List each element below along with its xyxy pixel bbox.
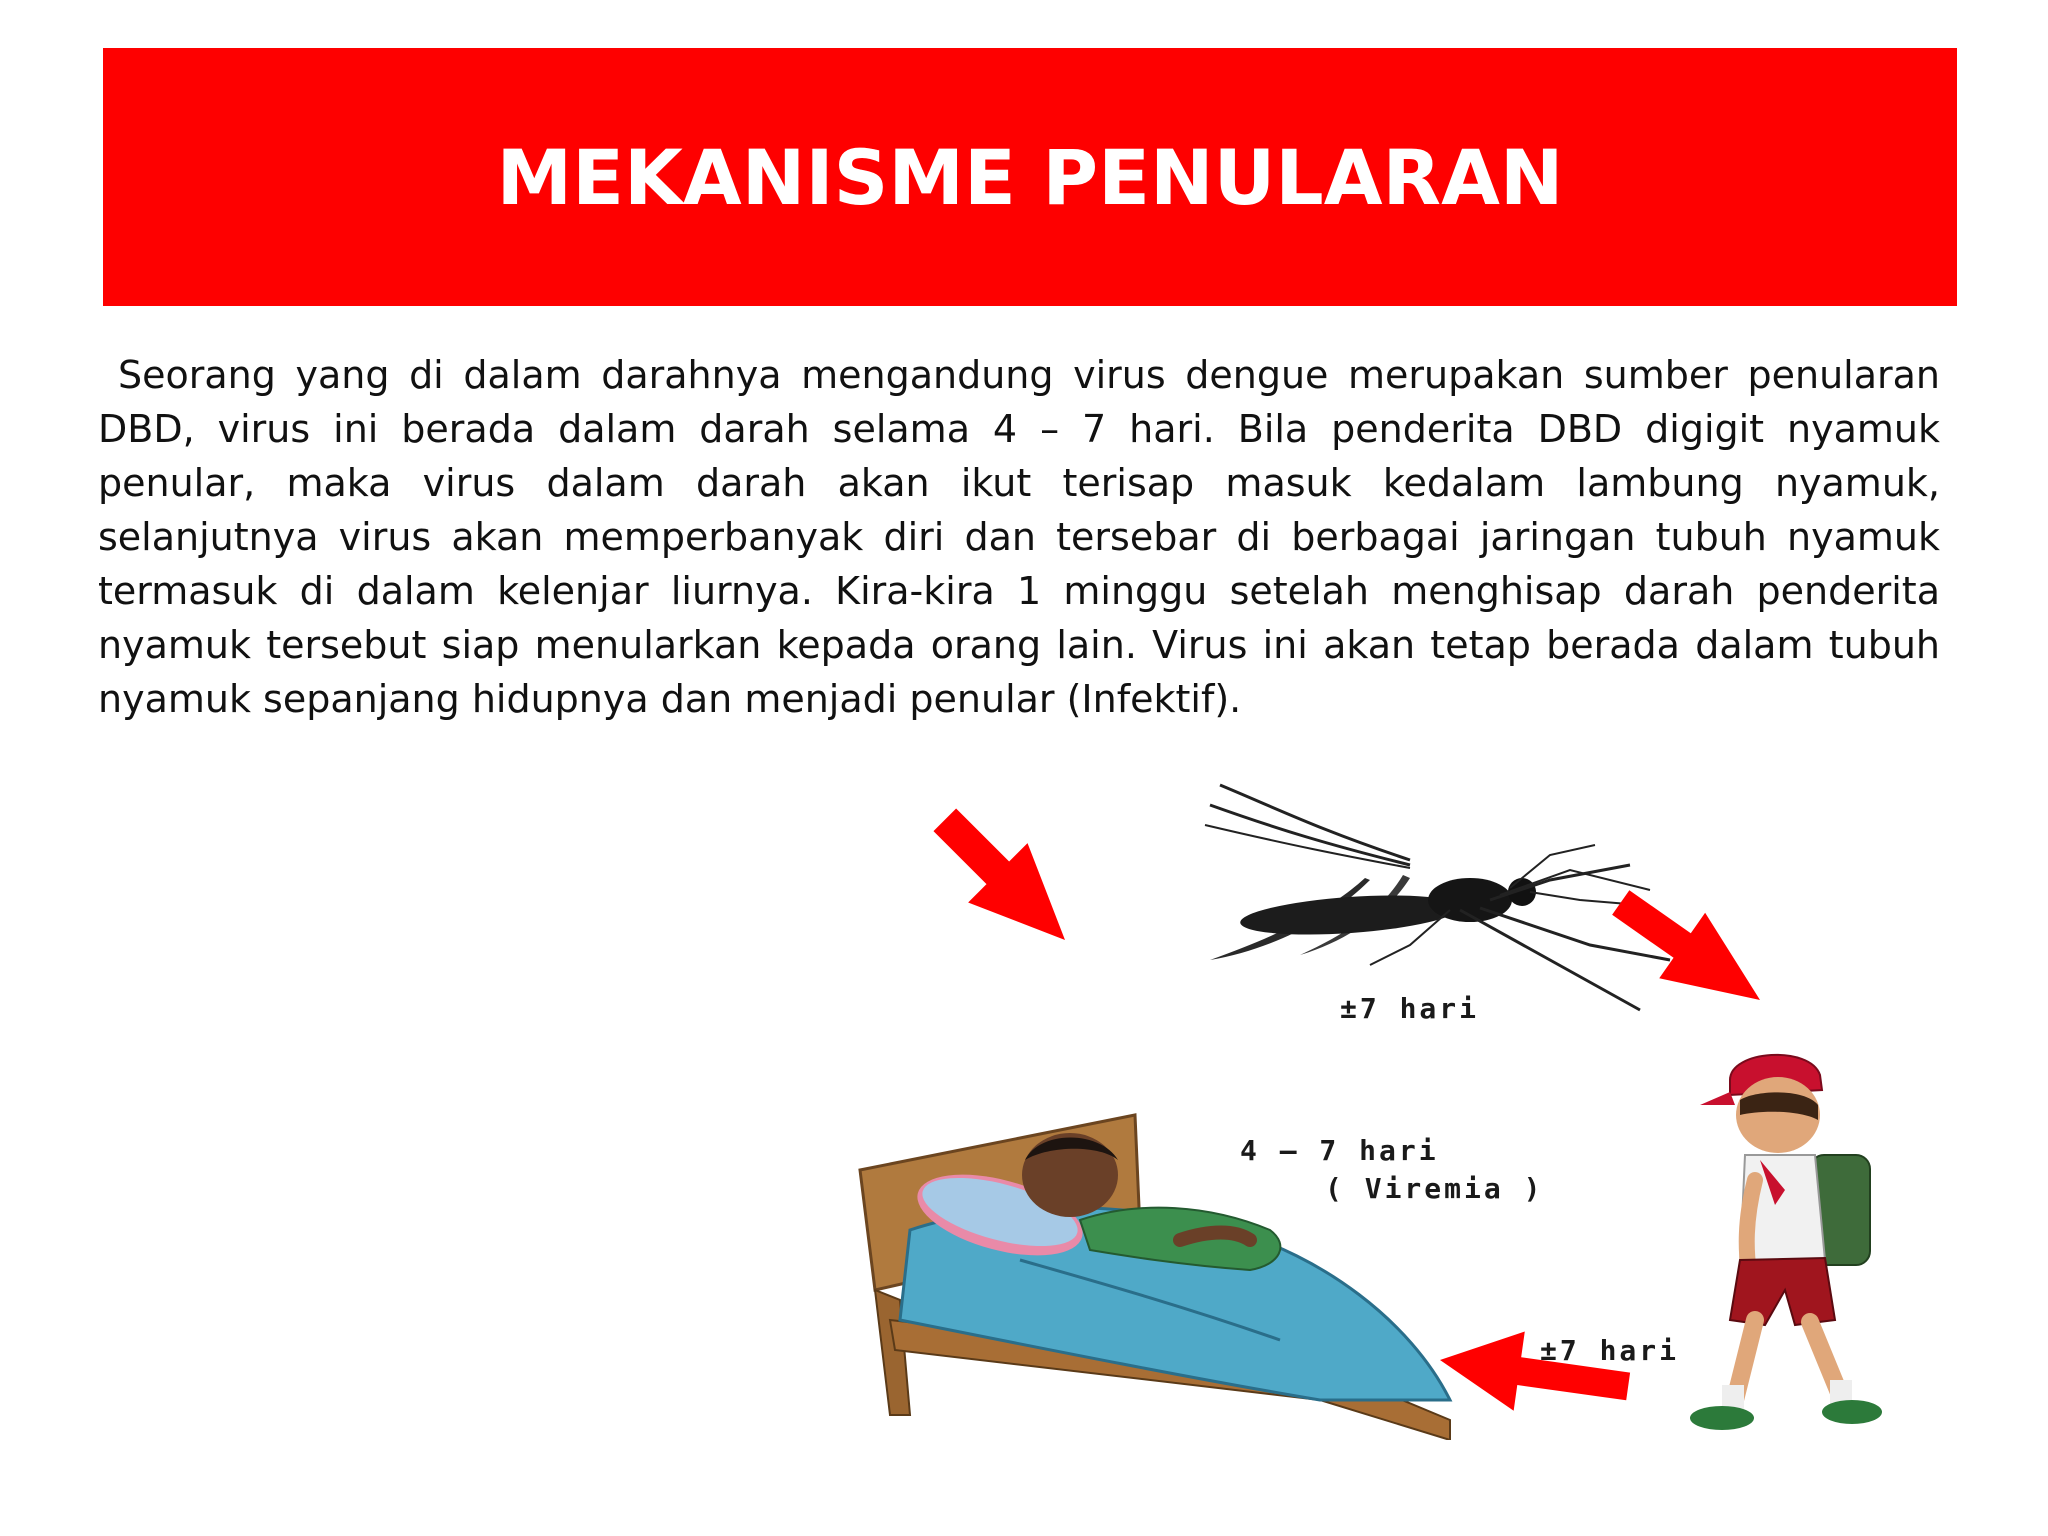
walking-child-illustration	[1690, 1055, 1882, 1430]
mosquito-illustration	[1205, 785, 1670, 1010]
body-paragraph: Seorang yang di dalam darahnya mengandung virus dengue merupakan sumber penularan DBD, virus ini berada dalam darah selama 4 – 7 hari. Bila penderita DBD digigit nyamuk penular, maka virus dalam darah akan ikut terisap masuk kedalam lambung nyamuk, selanjutnya virus akan memperbanyak diri dan tersebar di berbagai jaringan tubuh nyamuk termasuk di dalam kelenjar liurnya. Kira-kira 1 minggu setelah menghisap darah penderita nyamuk tersebut siap menularkan kepada orang lain. Virus ini akan tetap berada dalam tubuh nyamuk sepanjang hidupnya dan menjadi penular (Infektif).	[98, 353, 1940, 721]
transmission-cycle-illustration	[850, 760, 1990, 1440]
slide-title: MEKANISME PENULARAN	[496, 132, 1564, 222]
patient-viremia-days-label: 4 – 7 hari	[1240, 1134, 1439, 1167]
child-incubation-label: ±7 hari	[1540, 1334, 1680, 1367]
arrow-up-right	[915, 790, 1095, 970]
patient-viremia-phase-label: ( Viremia )	[1325, 1172, 1544, 1205]
title-banner	[103, 48, 1957, 306]
mosquito-incubation-label: ±7 hari	[1340, 992, 1480, 1025]
